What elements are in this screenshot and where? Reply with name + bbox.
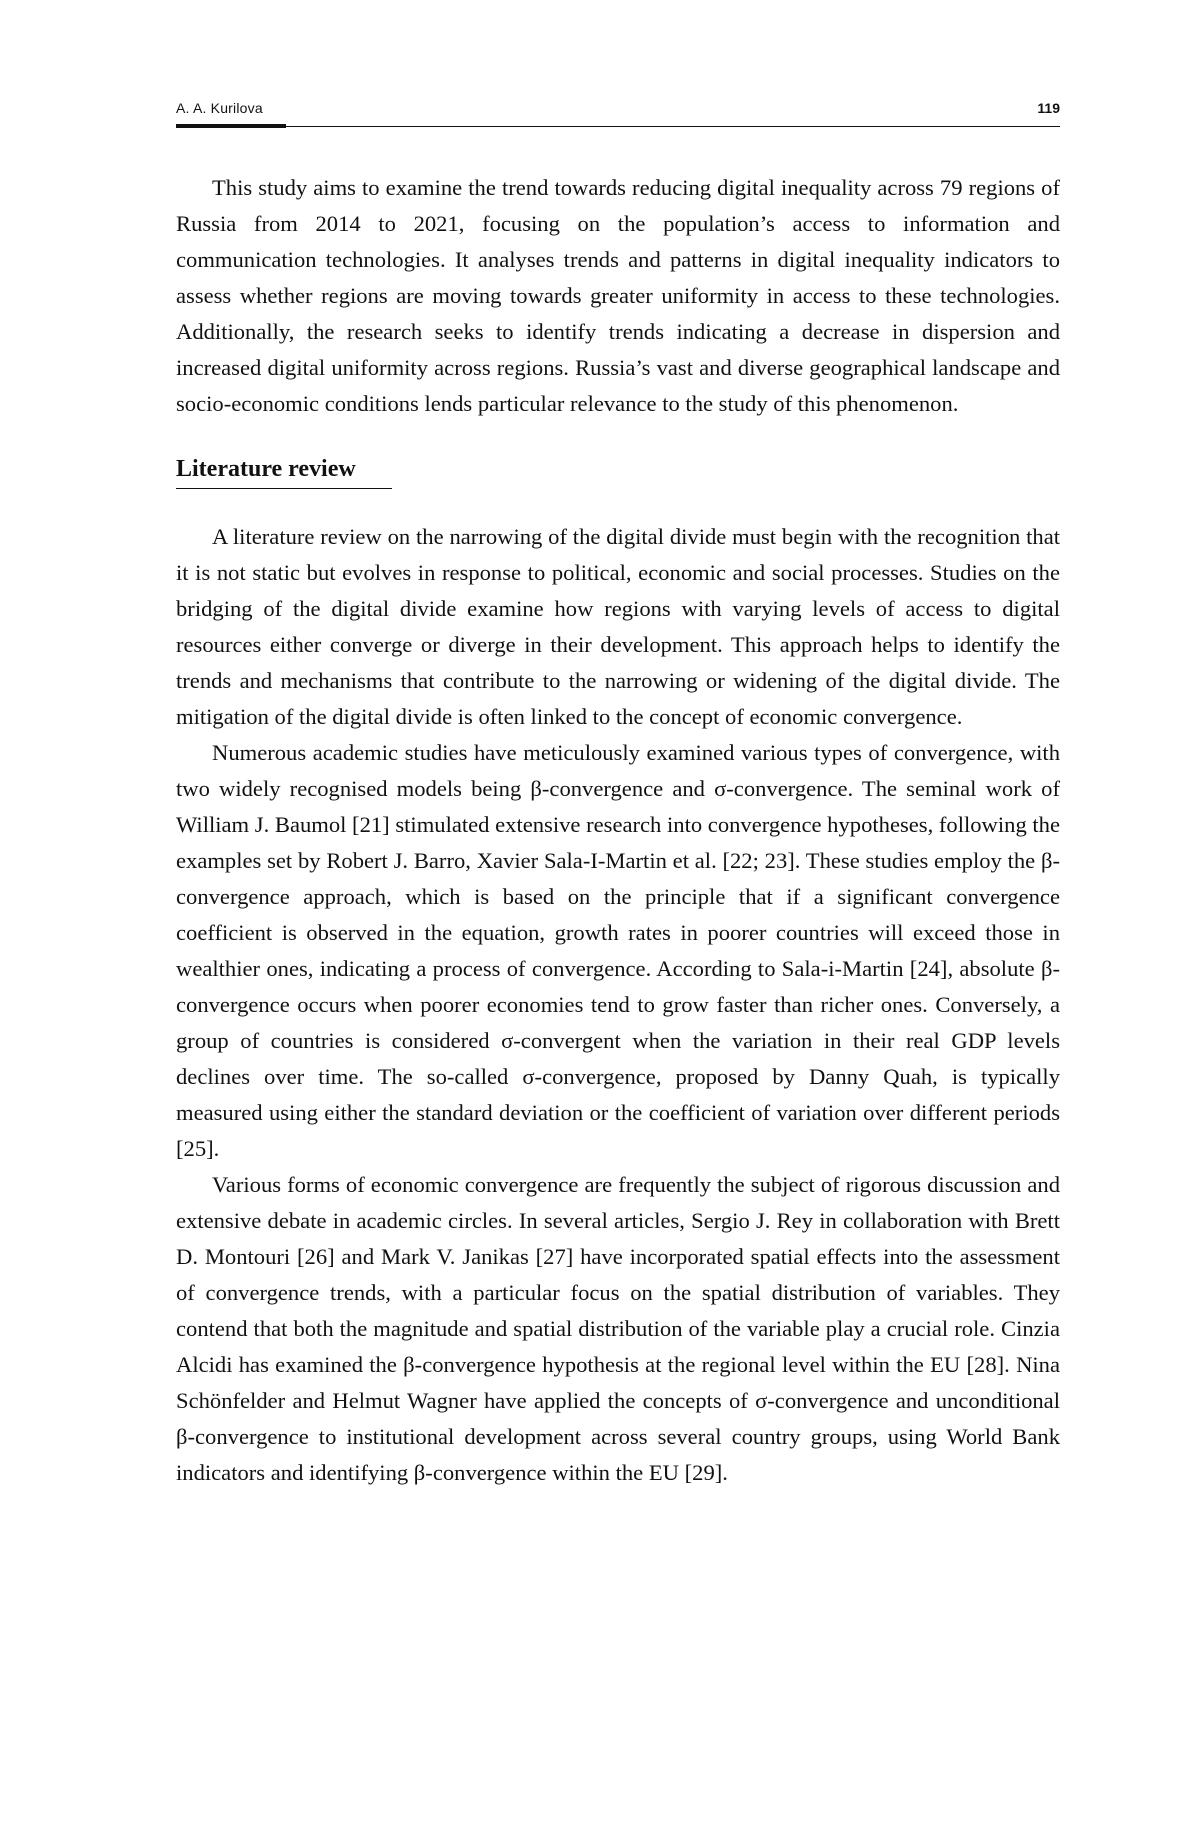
header-rule xyxy=(176,126,1060,127)
body-text xyxy=(176,170,1060,1491)
running-header xyxy=(176,100,1060,124)
literature-paragraph-1: A literature review on the narrowing of the digital divide must begin with the recognition that it is not static but evolves in response to political, economic and social processes. Studies on the bridging of the digital divide examine how regions with varying levels of access to digital resources either converge or diverge in their development. This approach helps to identify the trends and mechanisms that contribute to the narrowing or widening of the digital divide. The mitigation of the digital divide is often linked to the concept of economic convergence. xyxy=(176,524,1060,729)
page-number: 119 xyxy=(1037,100,1060,116)
running-header-author: A. A. Kurilova xyxy=(176,100,263,116)
section-heading-literature-review: Literature review xyxy=(176,454,392,489)
literature-paragraph-2: Numerous academic studies have meticulously examined various types of convergence, with two widely recognised models being β-convergence and σ-convergence. The seminal work of William J. Baumol [21] stimulated extensive research into convergence hypotheses, following the examples set by Robert J. Barro, Xavier Sala-I-Martin et al. [22; 23]. These studies employ the β-convergence approach, which is based on the principle that if a significant convergence coefficient is observed in the equation, growth rates in poorer countries will exceed those in wealthier ones, indicating a process of convergence. According to Sala-i-Martin [24], absolute β-convergence occurs when poorer economies tend to grow faster than richer ones. Conversely, a group of countries is considered σ-convergent when the variation in their real GDP levels declines over time. The so-called σ-convergence, proposed by Danny Quah, is typically measured using either the standard deviation or the coefficient of variation over different periods [25]. xyxy=(176,740,1060,1161)
literature-paragraph-3: Various forms of economic convergence are frequently the subject of rigorous discussion and extensive debate in academic circles. In several articles, Sergio J. Rey in collaboration with Brett D. Montouri [26] and Mark V. Janikas [27] have incorporated spatial effects into the assessment of convergence trends, with a particular focus on the spatial distribution of variables. They contend that both the magnitude and spatial distribution of the variable play a crucial role. Cinzia Alcidi has examined the β-convergence hypothesis at the regional level within the EU [28]. Nina Schönfelder and Helmut Wagner have applied the concepts of σ-convergence and unconditional β-convergence to institutional development across several country groups, using World Bank indicators and identifying β-convergence within the EU [29]. xyxy=(176,1172,1060,1485)
intro-paragraph: This study aims to examine the trend towards reducing digital inequality across 79 regions of Russia from 2014 to 2021, focusing on the population’s access to information and communication technologies. It analyses trends and patterns in digital inequality indicators to assess whether regions are moving towards greater uniformity in access to these technologies. Additionally, the research seeks to identify trends indicating a decrease in dispersion and increased digital uniformity across regions. Russia’s vast and diverse geographical landscape and socio-economic conditions lends particular relevance to the study of this phenomenon. xyxy=(176,175,1060,416)
